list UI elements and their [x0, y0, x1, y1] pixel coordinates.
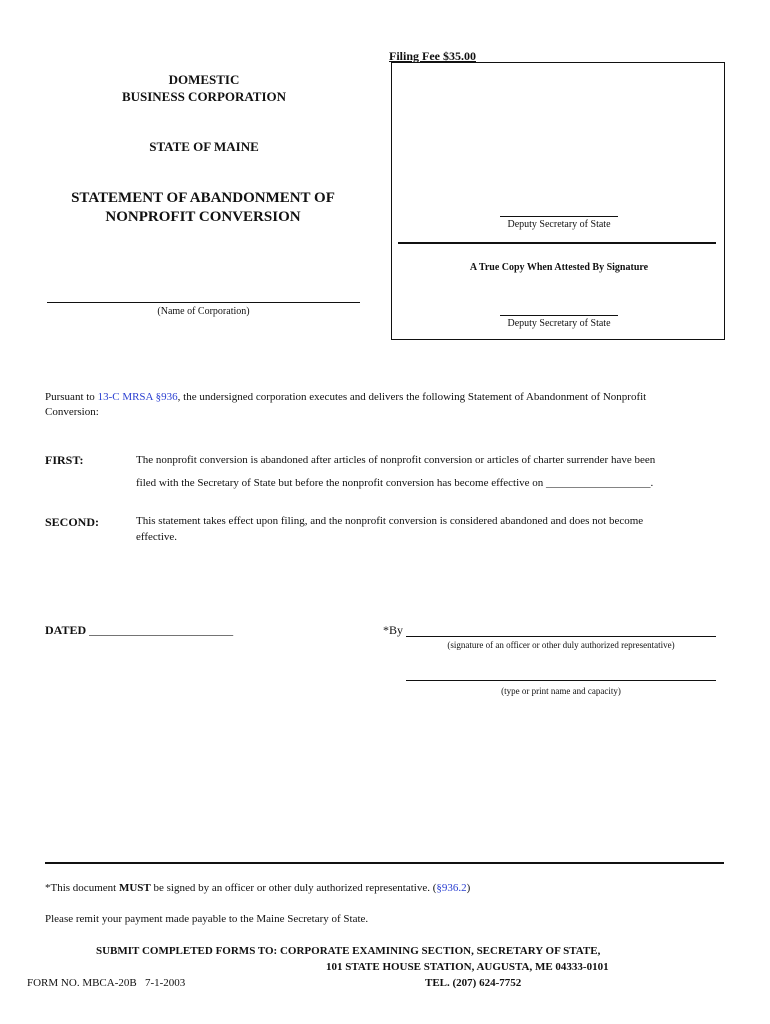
signature-note — [45, 882, 470, 894]
second-line-1: This statement takes effect upon filing, and the nonprofit conversion is considered abandoned and does not become — [136, 515, 644, 527]
filing-fee: Filing Fee $35.00 — [389, 49, 476, 63]
intro-prefix: Pursuant to — [45, 391, 98, 403]
print-name-caption: (type or print name and capacity) — [501, 686, 621, 696]
remit-note: Please remit your payment made payable to the Maine Secretary of State. — [45, 913, 369, 925]
note-mid: be signed by an officer or other duly authorized representative. ( — [150, 882, 437, 894]
dated-field[interactable]: ________________________ — [89, 623, 234, 637]
note-suffix: ) — [466, 882, 471, 894]
telephone: TEL. (207) 624-7752 — [425, 977, 522, 989]
box-divider — [398, 242, 716, 244]
true-copy-text: A True Copy When Attested By Signature — [469, 262, 649, 273]
submit-line-1: SUBMIT COMPLETED FORMS TO: CORPORATE EXAMINING SECTION, SECRETARY OF STATE, — [96, 945, 601, 957]
note-prefix: *This document — [45, 882, 119, 894]
form-title-2: NONPROFIT CONVERSION — [105, 209, 301, 225]
statute-link-936[interactable]: 13-C MRSA §936 — [97, 391, 178, 403]
corporation-name-line[interactable] — [47, 302, 360, 303]
dated-label: DATED — [45, 623, 87, 637]
submit-line-2: 101 STATE HOUSE STATION, AUGUSTA, ME 04333-0101 — [326, 961, 609, 973]
intro-paragraph — [45, 391, 735, 403]
first-label: FIRST: — [45, 453, 84, 467]
footer-divider — [45, 862, 724, 864]
deputy-signature-line-1 — [500, 216, 618, 217]
statute-link-936-2[interactable]: §936.2 — [436, 882, 467, 894]
second-label: SECOND: — [45, 515, 100, 529]
corporation-name-caption: (Name of Corporation) — [157, 306, 250, 317]
header-line-2: BUSINESS CORPORATION — [121, 89, 287, 104]
deputy-caption-2: Deputy Secretary of State — [507, 318, 611, 329]
deputy-caption-1: Deputy Secretary of State — [507, 219, 611, 230]
second-line-2: effective. — [136, 531, 178, 543]
print-name-line[interactable] — [406, 680, 716, 681]
header-line-1: DOMESTIC — [168, 72, 240, 87]
signature-line[interactable] — [406, 636, 716, 637]
intro-suffix: , the undersigned corporation executes and delivers the following Statement of Abandonment of Nonprofit — [177, 391, 647, 403]
dated-row — [45, 623, 233, 638]
by-label: *By — [383, 623, 404, 637]
signature-caption: (signature of an officer or other duly authorized representative) — [447, 640, 675, 650]
note-must: MUST — [118, 882, 151, 894]
first-line-1: The nonprofit conversion is abandoned after articles of nonprofit conversion or articles of charter surrender have been — [136, 454, 656, 466]
form-title-1: STATEMENT OF ABANDONMENT OF — [71, 190, 335, 206]
first-line-2: filed with the Secretary of State but before the nonprofit conversion has become effective on ___________________. — [136, 477, 654, 489]
form-number: FORM NO. MBCA-20B 7-1-2003 — [27, 977, 186, 989]
intro-line-2: Conversion: — [45, 406, 99, 418]
deputy-signature-line-2 — [500, 315, 618, 316]
state-name: STATE OF MAINE — [149, 139, 259, 154]
filing-box — [391, 62, 725, 340]
